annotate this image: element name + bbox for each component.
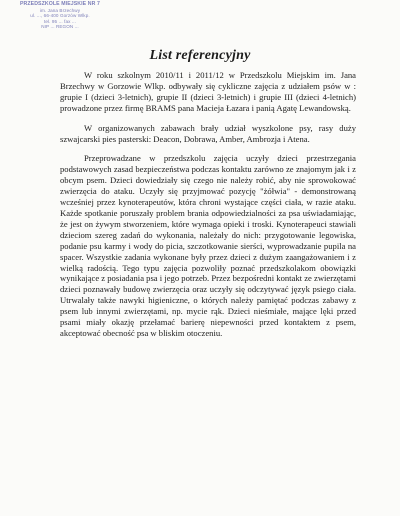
stamp-line: tel. 95 ... fax ... bbox=[43, 18, 77, 24]
institution-stamp bbox=[6, 2, 114, 30]
stamp-line: ul. ..., 66-400 Gorzów Wlkp. bbox=[30, 13, 90, 19]
stamp-line: NIP ... REGON ... bbox=[41, 24, 79, 30]
stamp-line: im. Jana Brzechwy bbox=[39, 7, 81, 13]
paragraph-activities: Przeprowadzane w przedszkolu zajęcia uczyły dzieci przestrzegania podstawowych zasad bezpieczeństwa podczas kontaktu zarówno ze znajomym jak i z obcym psem. Dzieci dowiedziały się czego nie należy robić, aby nie sprowokować zwierzęcia do ataku. Uczyły się przyjmować pozycję "żółwia" - demonstrowaną wcześniej przez kynoterapeutów, która chroni wystające części ciała, w razie ataku. Każde spotkanie poruszały problem brania odpowiedzialności za psa uświadamiając, że jest on żywym stworzeniem, które wymaga opieki i troski. Kynoterapeuci stawiali dzieciom szereg zadań do wykonania, należały do nich: przygotowanie legowiska, podanie psu karmy i wody do picia, szczotkowanie sierści, wyprowadzanie pupila na spacer. Wszystkie zadania wykonane były przez dzieci z dużym zaangażowaniem i z wielką radością. Tego typu zajęcia pozwoliły poznać przedszkolakom obowiązki wynikające z posiadania psa i jego potrzeb. Przez bezpośredni kontakt ze zwierzętami dzieci poznawały budowę zwierzęcia oraz uczyły się odczytywać język psiego ciała. Utrwalały także nawyki higieniczne, o których należy pamiętać podczas zabawy z psem lub innymi zwierzętami, np. mycie rąk. Dzieci nieśmiałe, mające lęki przed psami miały okazję przełamać barierę niepewności przed kontaktem z psem, akceptować obecność psa w bliskim otoczeniu. bbox=[60, 153, 356, 338]
letter-body bbox=[60, 70, 356, 348]
paragraph-intro: W roku szkolnym 2010/11 i 2011/12 w Przedszkolu Miejskim im. Jana Brzechwy w Gorzowie Wlkp. odbywały się cykliczne zajęcia z udziałem psów w : grupie I (dzieci 3-letnich), grupie II (dzieci 3-letnich) i grupie III (dzieci 4-letnich) prowadzone przez firmę BRAMS pana Macieja Łazara i panią Agatę Lewandowską. bbox=[60, 70, 356, 113]
document-title: List referencyjny bbox=[149, 48, 251, 63]
paragraph-dogs: W organizowanych zabawach brały udział wyszkolone psy, rasy duży szwajcarski pies pasterski: Deacon, Dobrawa, Amber, Ambrozja i Atena. bbox=[60, 122, 356, 144]
stamp-line: PRZEDSZKOLE MIEJSKIE NR 7 bbox=[19, 1, 101, 7]
